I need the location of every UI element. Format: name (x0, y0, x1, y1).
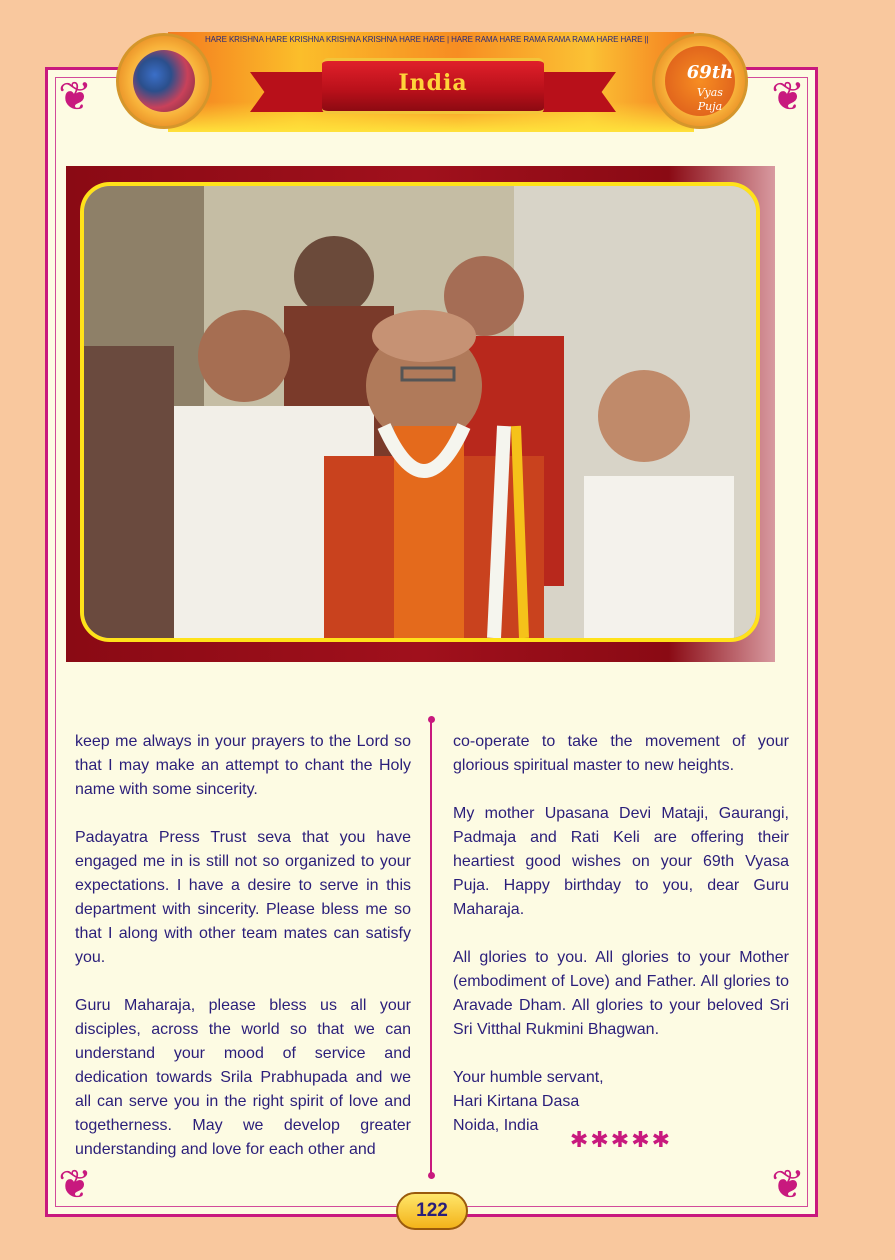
vyas-puja-badge (652, 33, 748, 129)
signature-name: Hari Kirtana Dasa (453, 1093, 580, 1110)
paragraph: keep me always in your prayers to the Lord so that I may make an attempt to chant the Holy name with some sincerity. (75, 733, 411, 798)
divider-dot-top (428, 716, 435, 723)
left-column (75, 730, 411, 1186)
signature-place: Noida, India (453, 1117, 539, 1134)
paragraph: All glories to you. All glories to your Mother (embodiment of Love) and Father. All glories to Aravade Dham. All glories to your beloved Sri Sri Vitthal Rukmini Bhagwan. (453, 949, 789, 1038)
page-number: 122 (396, 1192, 468, 1230)
signature-closing: Your humble servant, (453, 1069, 604, 1086)
corner-ornament-top-right: ❦ (771, 74, 805, 120)
corner-ornament-top-left: ❦ (58, 74, 92, 120)
divider-dot-bottom (428, 1172, 435, 1179)
corner-ornament-bottom-right: ❦ (771, 1162, 805, 1208)
paragraph: My mother Upasana Devi Mataji, Gaurangi, Padmaja and Rati Keli are offering their heartiest good wishes on your 69th Vyasa Puja. Happy birthday to you, dear Guru Maharaja. (453, 805, 789, 918)
badge-inner (665, 46, 735, 116)
deity-image (133, 50, 195, 112)
paragraph: Guru Maharaja, please bless us all your disciples, across the world so that we can understand your mood of service and dedication towards Srila Prabhupada and we all can serve you in the right spirit of love and togetherness. May we develop greater understanding and love for each other and (75, 997, 411, 1158)
badge-vyas: Vyas (697, 86, 723, 99)
right-column (453, 730, 789, 1162)
badge-puja: Puja (697, 100, 723, 113)
paragraph: Padayatra Press Trust seva that you have engaged me in is still not so organized to your expectations. I have a desire to serve in this department with sincerity. Please bless me so that I along with other team mates can satisfy you. (75, 829, 411, 966)
corner-ornament-bottom-left: ❦ (58, 1162, 92, 1208)
badge-number: 69th (686, 62, 734, 83)
column-divider (430, 720, 432, 1175)
photo (80, 182, 760, 642)
deity-medallion (116, 33, 212, 129)
paragraph: co-operate to take the movement of your glorious spiritual master to new heights. (453, 733, 789, 774)
page-title: India (398, 70, 468, 96)
photo-illustration (84, 186, 756, 638)
star-ornament: ✱✱✱✱✱ (569, 1128, 673, 1153)
mantra-text: HARE KRISHNA HARE KRISHNA KRISHNA KRISHNA HARE HARE | HARE RAMA HARE RAMA RAMA RAMA HARE HARE || (205, 35, 649, 44)
